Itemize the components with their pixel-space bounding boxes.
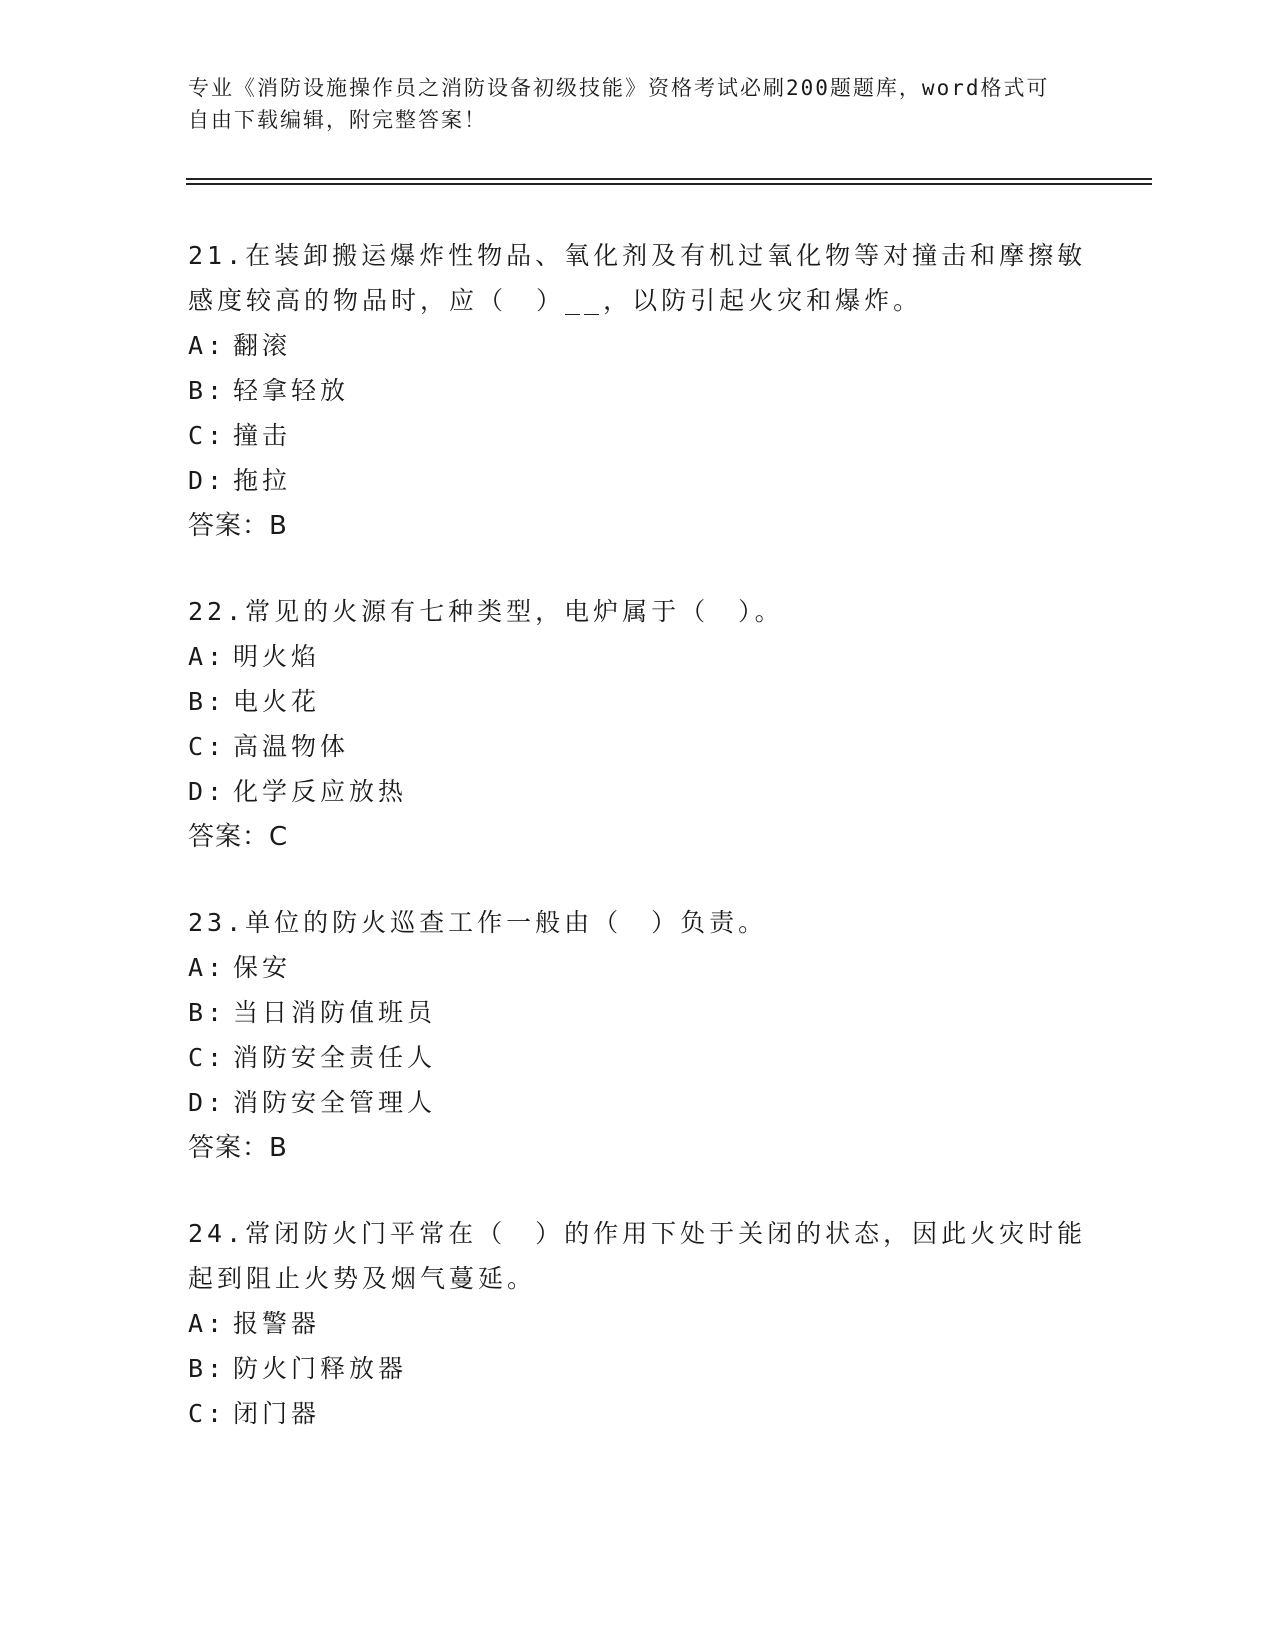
question-23 <box>188 900 1088 1171</box>
option-letter: B: <box>188 998 227 1027</box>
option-d <box>188 769 1088 814</box>
option-text: 保安 <box>233 953 292 982</box>
question-24 <box>188 1211 1088 1436</box>
option-text: 拖拉 <box>233 466 292 495</box>
option-letter: D: <box>188 466 227 495</box>
option-letter: B: <box>188 1354 227 1383</box>
option-c <box>188 1391 1088 1436</box>
option-b <box>188 1346 1088 1391</box>
option-letter: B: <box>188 376 227 405</box>
option-a <box>188 1301 1088 1346</box>
option-letter: C: <box>188 421 227 450</box>
option-letter: A: <box>188 953 227 982</box>
option-text: 电火花 <box>233 687 321 716</box>
question-list <box>188 233 1088 1476</box>
option-letter: C: <box>188 1399 227 1428</box>
option-a <box>188 634 1088 679</box>
question-stem: 21.在装卸搬运爆炸性物品、氧化剂及有机过氧化物等对撞击和摩擦敏感度较高的物品时，应（ ）__，以防引起火灾和爆炸。 <box>188 241 1087 315</box>
header-rule-bottom <box>186 183 1152 185</box>
option-text: 翻滚 <box>233 331 292 360</box>
option-text: 化学反应放热 <box>233 777 408 806</box>
option-c <box>188 1035 1088 1080</box>
question-stem: 23.单位的防火巡查工作一般由（ ）负责。 <box>188 908 768 937</box>
option-letter: A: <box>188 331 227 360</box>
answer-line: 答案：C <box>188 822 289 852</box>
question-22 <box>188 589 1088 860</box>
option-letter: D: <box>188 777 227 806</box>
option-letter: D: <box>188 1088 227 1117</box>
option-text: 报警器 <box>233 1309 321 1338</box>
option-b <box>188 368 1088 413</box>
option-text: 闭门器 <box>233 1399 321 1428</box>
option-text: 消防安全责任人 <box>233 1043 437 1072</box>
option-text: 当日消防值班员 <box>233 998 437 1027</box>
option-text: 防火门释放器 <box>233 1354 408 1383</box>
option-letter: C: <box>188 1043 227 1072</box>
answer-line: 答案：B <box>188 1133 288 1163</box>
option-c <box>188 724 1088 769</box>
option-letter: A: <box>188 642 227 671</box>
option-b <box>188 990 1088 1035</box>
option-a <box>188 323 1088 368</box>
option-letter: C: <box>188 732 227 761</box>
answer-line: 答案：B <box>188 511 288 541</box>
option-text: 消防安全管理人 <box>233 1088 437 1117</box>
question-stem: 24.常闭防火门平常在（ ）的作用下处于关闭的状态，因此火灾时能起到阻止火势及烟气蔓延。 <box>188 1219 1087 1293</box>
option-text: 明火焰 <box>233 642 321 671</box>
option-letter: B: <box>188 687 227 716</box>
header-rule-top <box>186 178 1152 180</box>
question-21 <box>188 233 1088 549</box>
option-d <box>188 1080 1088 1125</box>
option-a <box>188 945 1088 990</box>
question-stem: 22.常见的火源有七种类型，电炉属于（ ）。 <box>188 597 784 626</box>
option-c <box>188 413 1088 458</box>
document-header: 专业《消防设施操作员之消防设备初级技能》资格考试必刷200题题库，word格式可自由下载编辑，附完整答案！ <box>188 76 1050 132</box>
option-b <box>188 679 1088 724</box>
option-text: 轻拿轻放 <box>233 376 350 405</box>
option-letter: A: <box>188 1309 227 1338</box>
option-text: 撞击 <box>233 421 292 450</box>
option-text: 高温物体 <box>233 732 350 761</box>
option-d <box>188 458 1088 503</box>
